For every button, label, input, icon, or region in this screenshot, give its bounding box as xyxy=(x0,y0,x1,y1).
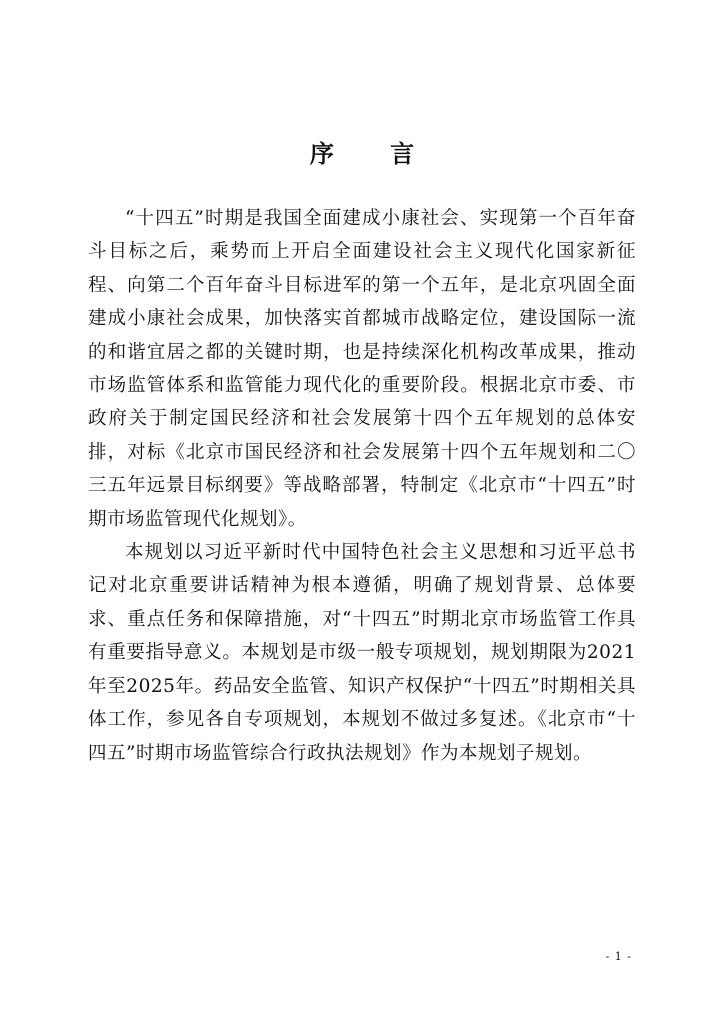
page-number: - 1 - xyxy=(605,950,632,963)
body-text xyxy=(88,202,636,770)
paragraph-2: 本规划以习近平新时代中国特色社会主义思想和习近平总书记对北京重要讲话精神为根本遵循，明确了规划背景、总体要求、重点任务和保障措施，对“十四五”时期北京市场监管工作具有重要指导意义。本规划是市级一般专项规划，规划期限为2021年至2025年。药品安全监管、知识产权保护“十四五”时期相关具体工作，参见各自专项规划，本规划不做过多复述。《北京市“十四五”时期市场监管综合行政执法规划》作为本规划子规划。 xyxy=(88,542,636,764)
paragraph-1: “十四五”时期是我国全面建成小康社会、实现第一个百年奋斗目标之后，乘势而上开启全面建设社会主义现代化国家新征程、向第二个百年奋斗目标进军的第一个五年，是北京巩固全面建成小康社会成果，加快落实首都城市战略定位，建设国际一流的和谐宜居之都的关键时期，也是持续深化机构改革成果，推动市场监管体系和监管能力现代化的重要阶段。根据北京市委、市政府关于制定国民经济和社会发展第十四个五年规划的总体安排，对标《北京市国民经济和社会发展第十四个五年规划和二〇三五年远景目标纲要》等战略部署，特制定《北京市“十四五”时期市场监管现代化规划》。 xyxy=(88,208,636,530)
page-title: 序 言 xyxy=(309,139,439,168)
